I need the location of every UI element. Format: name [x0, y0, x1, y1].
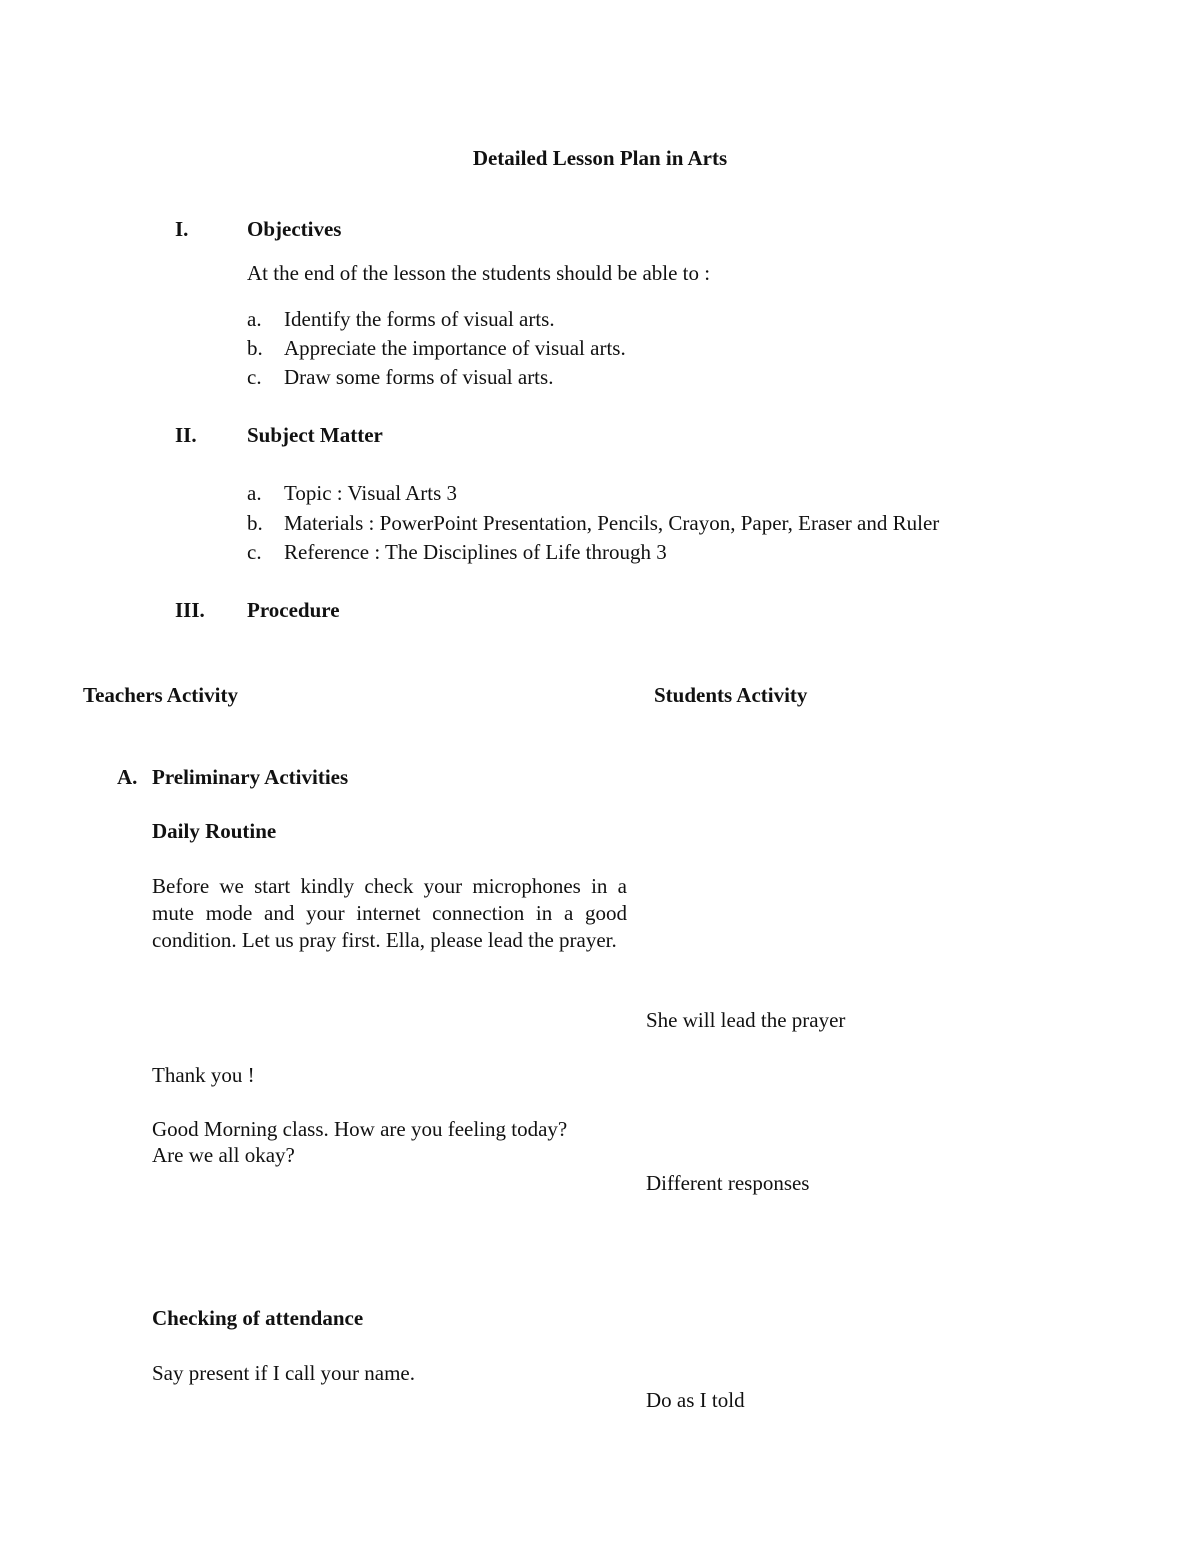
subject-item-topic: Topic : Visual Arts 3 — [284, 481, 458, 505]
teacher-greeting-line2: Are we all okay? — [152, 1143, 295, 1167]
section-heading-subject-matter: Subject Matter — [247, 423, 383, 447]
section-numeral-objectives: I. — [175, 217, 189, 241]
student-response-attendance: Do as I told — [646, 1388, 745, 1412]
objective-item-a: Identify the forms of visual arts. — [284, 307, 555, 331]
attendance-instruction: Say present if I call your name. — [152, 1361, 415, 1385]
teacher-thank-you: Thank you ! — [152, 1063, 255, 1087]
student-response-greeting: Different responses — [646, 1171, 810, 1195]
subject-item-reference: Reference : The Disciplines of Life through 3 — [284, 540, 667, 564]
objective-letter-b: b. — [247, 336, 263, 360]
attendance-heading: Checking of attendance — [152, 1306, 364, 1330]
teachers-activity-heading: Teachers Activity — [83, 683, 238, 707]
students-activity-heading: Students Activity — [654, 683, 808, 707]
objective-item-b: Appreciate the importance of visual arts. — [284, 336, 626, 360]
subject-letter-c: c. — [247, 540, 262, 564]
daily-routine-heading: Daily Routine — [152, 819, 277, 843]
objective-letter-a: a. — [247, 307, 262, 331]
document-title: Detailed Lesson Plan in Arts — [472, 146, 728, 170]
section-numeral-procedure: III. — [175, 598, 205, 622]
subject-letter-b: b. — [247, 511, 263, 535]
preliminary-letter: A. — [117, 765, 138, 789]
objective-item-c: Draw some forms of visual arts. — [284, 365, 554, 389]
student-response-prayer: She will lead the prayer — [646, 1008, 846, 1032]
teacher-greeting-line1: Good Morning class. How are you feeling today? — [152, 1117, 568, 1141]
subject-letter-a: a. — [247, 481, 262, 505]
preliminary-heading: Preliminary Activities — [152, 765, 349, 789]
daily-routine-instruction: Before we start kindly check your microphones in a mute mode and your internet connection in a good condition. Let us pray first. Ella, please lead the prayer. — [152, 874, 627, 952]
objective-letter-c: c. — [247, 365, 262, 389]
section-heading-procedure: Procedure — [247, 598, 340, 622]
section-heading-objectives: Objectives — [247, 217, 342, 241]
subject-item-materials: Materials : PowerPoint Presentation, Pencils, Crayon, Paper, Eraser and Ruler — [284, 511, 940, 535]
section-numeral-subject-matter: II. — [175, 423, 197, 447]
objectives-intro: At the end of the lesson the students should be able to : — [247, 261, 711, 285]
